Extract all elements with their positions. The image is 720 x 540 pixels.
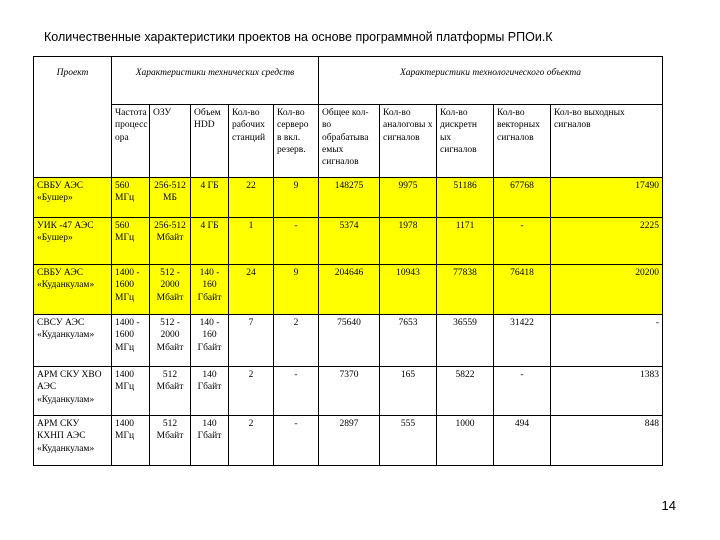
cell-output-signals: 1383 (551, 367, 663, 416)
cell-output-signals: 848 (551, 416, 663, 466)
cell-servers: 2 (274, 315, 319, 367)
cell-cpu-freq: 560 МГц (112, 178, 150, 218)
cell-analog-signals: 9975 (380, 178, 437, 218)
subheader-hdd: Объем HDD (191, 105, 229, 178)
cell-project-name: СВБУ АЭС «Куданкулам» (34, 265, 112, 315)
cell-analog-signals: 1978 (380, 218, 437, 265)
subheader-analog-signals: Кол-во аналоговы х сигналов (380, 105, 437, 178)
cell-servers: - (274, 218, 319, 265)
cell-servers: - (274, 367, 319, 416)
table-row (34, 315, 663, 367)
table-row (34, 218, 663, 265)
cell-vector-signals: 31422 (494, 315, 551, 367)
table-row (34, 416, 663, 466)
cell-project-name: АРМ СКУ КХНП АЭС «Куданкулам» (34, 416, 112, 466)
cell-cpu-freq: 1400 - 1600 МГц (112, 315, 150, 367)
subheader-vector-signals: Кол-во векторных сигналов (494, 105, 551, 178)
table-row (34, 178, 663, 218)
cell-project-name: СВБУ АЭС «Бушер» (34, 178, 112, 218)
cell-output-signals: - (551, 315, 663, 367)
cell-ram: 256-512 МБ (150, 178, 191, 218)
cell-ram: 512 Мбайт (150, 367, 191, 416)
cell-servers: 9 (274, 265, 319, 315)
cell-total-signals: 2897 (319, 416, 380, 466)
cell-discrete-signals: 5822 (437, 367, 494, 416)
cell-vector-signals: 76418 (494, 265, 551, 315)
subheader-workstations: Кол-во рабочих станций (229, 105, 274, 178)
cell-ram: 512 - 2000 Мбайт (150, 265, 191, 315)
cell-output-signals: 17490 (551, 178, 663, 218)
cell-hdd: 4 ГБ (191, 218, 229, 265)
cell-ram: 256-512 Мбайт (150, 218, 191, 265)
subheader-total-signals: Общее кол-во обрабатыва емых сигналов (319, 105, 380, 178)
cell-vector-signals: 67768 (494, 178, 551, 218)
cell-workstations: 2 (229, 416, 274, 466)
group-header-row (34, 57, 663, 105)
cell-project-name: УИК -47 АЭС «Бушер» (34, 218, 112, 265)
cell-hdd: 140 Гбайт (191, 367, 229, 416)
cell-servers: 9 (274, 178, 319, 218)
cell-vector-signals: 494 (494, 416, 551, 466)
cell-total-signals: 5374 (319, 218, 380, 265)
subheader-discrete-signals: Кол-во дискретн ых сигналов (437, 105, 494, 178)
cell-discrete-signals: 51186 (437, 178, 494, 218)
cell-analog-signals: 7653 (380, 315, 437, 367)
page-title: Количественные характеристики проектов на основе программной платформы РПОи.К (44, 30, 553, 44)
cell-workstations: 2 (229, 367, 274, 416)
cell-discrete-signals: 36559 (437, 315, 494, 367)
cell-hdd: 140 Гбайт (191, 416, 229, 466)
subheader-ram: ОЗУ (150, 105, 191, 178)
projects-table (33, 56, 663, 466)
cell-project-name: СВСУ АЭС «Куданкулам» (34, 315, 112, 367)
cell-total-signals: 7370 (319, 367, 380, 416)
cell-workstations: 7 (229, 315, 274, 367)
subheader-servers: Кол-во серверо в вкл. резерв. (274, 105, 319, 178)
cell-total-signals: 75640 (319, 315, 380, 367)
cell-workstations: 22 (229, 178, 274, 218)
cell-ram: 512 Мбайт (150, 416, 191, 466)
cell-cpu-freq: 1400 - 1600 МГц (112, 265, 150, 315)
subheader-output-signals: Кол-во выходных сигналов (551, 105, 663, 178)
cell-cpu-freq: 1400 МГц (112, 416, 150, 466)
cell-workstations: 24 (229, 265, 274, 315)
cell-total-signals: 148275 (319, 178, 380, 218)
cell-discrete-signals: 1000 (437, 416, 494, 466)
cell-servers: - (274, 416, 319, 466)
cell-cpu-freq: 1400 МГц (112, 367, 150, 416)
table-row (34, 265, 663, 315)
page-number: 14 (661, 498, 676, 513)
cell-discrete-signals: 77838 (437, 265, 494, 315)
table-row (34, 367, 663, 416)
cell-discrete-signals: 1171 (437, 218, 494, 265)
cell-vector-signals: - (494, 367, 551, 416)
cell-analog-signals: 555 (380, 416, 437, 466)
cell-output-signals: 2225 (551, 218, 663, 265)
cell-project-name: АРМ СКУ ХВО АЭС «Куданкулам» (34, 367, 112, 416)
cell-analog-signals: 10943 (380, 265, 437, 315)
cell-workstations: 1 (229, 218, 274, 265)
cell-ram: 512 - 2000 Мбайт (150, 315, 191, 367)
header-project: Проект (34, 57, 112, 178)
cell-cpu-freq: 560 МГц (112, 218, 150, 265)
header-object-group: Характеристики технологического объекта (319, 57, 663, 105)
header-tech-group: Характеристики технических средств (112, 57, 319, 105)
cell-output-signals: 20200 (551, 265, 663, 315)
subheader-row (34, 105, 663, 178)
cell-vector-signals: - (494, 218, 551, 265)
cell-total-signals: 204646 (319, 265, 380, 315)
cell-analog-signals: 165 (380, 367, 437, 416)
cell-hdd: 140 - 160 Гбайт (191, 315, 229, 367)
cell-hdd: 4 ГБ (191, 178, 229, 218)
subheader-cpu: Частота процесс ора (112, 105, 150, 178)
cell-hdd: 140 - 160 Гбайт (191, 265, 229, 315)
